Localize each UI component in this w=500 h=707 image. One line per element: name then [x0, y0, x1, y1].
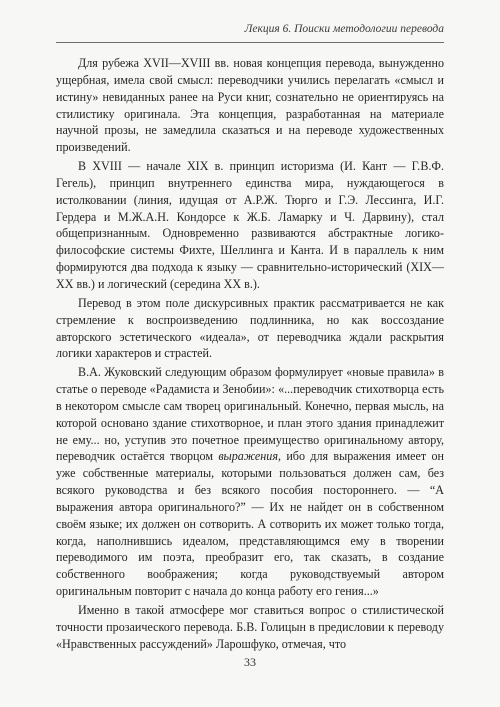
paragraph: Для рубежа XVII—XVIII вв. новая концепция перевода, вынужденно ущербная, имела свой смысл: переводчики учились перелагать «смысл и истину» невиданных ранее на Руси книг, сознательно не ориентируясь на стилистику оригинала. Эта концепция, разработанная на материале научной прозы, не замедлила сказаться и на переводе художественных произведений. [56, 56, 444, 155]
paragraph-text: , ибо для выражения имеет он уже собственные материалы, которыми пользоваться должен сам, без всякого руководства и без всякого пособия постороннего. — “А выражения автора оригинального?” — Их не найдет он в собственном своём языке; их должен он сотворить. А сотворить их может только тогда, когда, наполнившись идеалом, представляющимся ему в творении переводимого им поэта, преобразит его, так сказать, в создание собственного воображения; когда руководствуемый автором оригинальным повторит с начала до конца работу его гения...» [56, 449, 444, 599]
italic-term: выражения [218, 449, 278, 464]
running-title: Лекция 6. Поиски методологии перевода [244, 23, 444, 35]
paragraph-quote [56, 364, 444, 600]
paragraph: В XVIII — начале XIX в. принцип историзма (И. Кант — Г.В.Ф. Гегель), принцип внутреннего единства мира, нуждающегося в истолковании (линия, идущая от А.Р.Ж. Тюрго и Г.Э. Лессинга, И.Г. Гердера и М.Ж.А.Н. Кондорсе к Ж.Б. Ламарку и Ч. Дарвину), стал общепризнанным. Одновременно развиваются абстрактные логико-философские системы Фихте, Шеллинга и Канта. И в параллель к ним формируются два подхода к языку — сравнительно-исторический (XIX—XX вв.) и логический (середина XX в.). [56, 159, 444, 291]
paragraph: Именно в такой атмосфере мог ставиться вопрос о стилистической точности прозаического перевода. Б.В. Голицын в предисловии к переводу «Нравственных рассуждений» Ларошфуко, отмечая, что [56, 603, 444, 651]
running-head [56, 20, 444, 43]
paragraph: Перевод в этом поле дискурсивных практик рассматривается не как стремление к воспроизведению подлинника, но как воссоздание авторского эстетического «идеала», от переводчика ждали раскрытия логики характеров и страстей. [56, 295, 444, 361]
text-block [56, 55, 444, 653]
page-number: 33 [244, 655, 256, 669]
paragraph-text: В.А. Жуковский следующим образом формулирует «новые правила» в статье о переводе «Радамиста и Зенобии»: «...переводчик стихотворца есть в некотором смысле сам творец оригинальный. Конечно, первая мысль, на которой основано здание стихотворное, и план этого здания принадлежит не ему... но, уступив это почетное преимущество оригинальному автору, переводчик остаётся творцом [56, 365, 444, 464]
